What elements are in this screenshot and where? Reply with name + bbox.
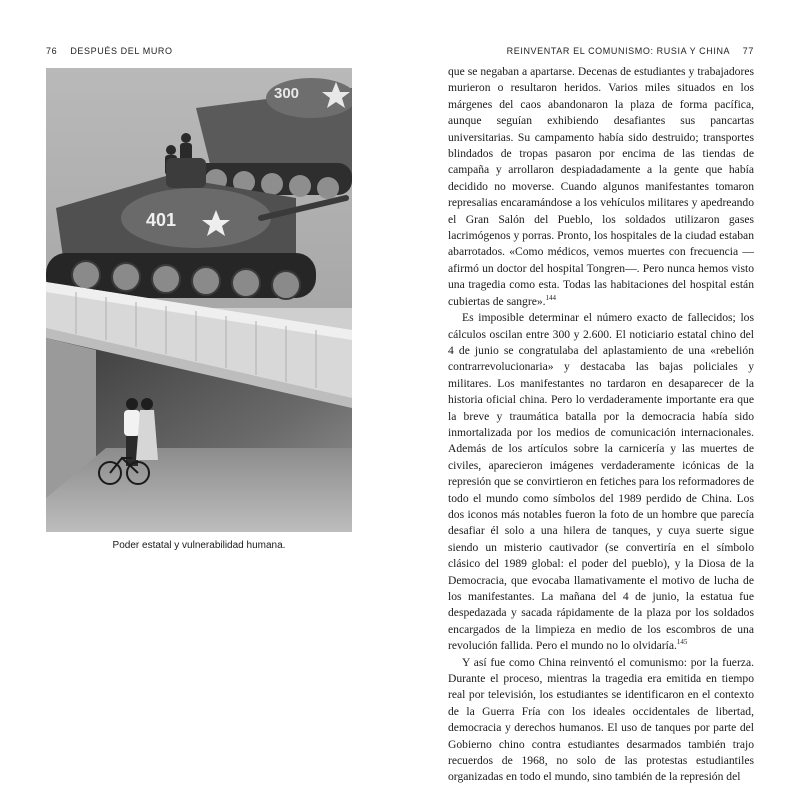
back-tank-number: 300 (274, 85, 300, 102)
page-number-left: 76 (46, 46, 58, 56)
body-text (448, 64, 754, 786)
running-header-right (507, 46, 754, 56)
left-page (0, 0, 400, 643)
photo-caption: Poder estatal y vulnerabilidad humana. (112, 540, 286, 551)
paragraph: que se negaban a apartarse. Decenas de estudiantes y trabajadores murieron o resultaron heridos. Varios miles situados en los márgenes del caos abandonaron la plaza de forma pacífica, aunque seguían exhibiendo desafiantes sus pancartas universitarias. Su campamento había sido destruido; transportes blindados de tropas pasaron por encima de las tiendas de campaña y arrollaron despiadadamente a la gente que había decidido no moverse. Cuando algunos manifestantes tomaron represalias encaramándose a los vehículos militares y apedreando el Gran Salón del Pueblo, los soldados utilizaron gases lacrimógenos y porras. Pronto, los hospitales de la ciudad estaban abarrotados. «Como médicos, vemos muertes con frecuencia —afirmó un doctor del hospital Tongren—. Pero nunca hemos visto una tragedia como esta. Todas las habitaciones del hospital están cubiertas de sangre».$^{144}$ (448, 65, 754, 308)
tiananmen-photo (46, 68, 352, 532)
footnote-ref: 144 (545, 293, 557, 302)
paragraph: Es imposible determinar el número exacto de fallecidos; los cálculos oscilan entre 300 y 2.600. El noticiario estatal chino del 4 de junio se congratulaba del aplastamiento de una «rebelión contrarrevolucionaria» y destacaba las bajas policiales y militares. Los manifestantes no tardaron en desaparecer de la historia oficial china. Pero lo verdaderamente importante era que la breve y traumática batalla por la democracia había sido inmortalizada por los medios de comunicación internacionales. Además de los artículos sobre la carnicería y las muertes de civiles, aparecieron imágenes verdaderamente icónicas de la represión que se convirtieron en fetiches para los reformadores de todo el mundo como símbolos del 1989 perdido de China. Los dos iconos más notables fueron la foto de un hombre que parecía desafiar él solo a una hilera de tanques, y cuya suerte sigue siendo un misterio cautivador (se convertiría en el símbolo clásico del 1989 global: el poder del pueblo), y la Diosa de la Democracia, que evocaba llamativamente el motivo de lucha de los manifestantes. La mañana del 4 de junio, la estatua fue despedazada y sacada rápidamente de la plaza por los soldados encargados de la limpieza en medio de los escombros de una revolución fallida. Pero el mundo no lo olvidaría.$^{145}$ (448, 311, 754, 653)
running-header-left (46, 46, 173, 56)
front-tank-number: 401 (146, 210, 177, 230)
footnote-ref: 145 (676, 638, 688, 647)
paragraph: Y así fue como China reinventó el comunismo: por la fuerza. Durante el proceso, mientras la tragedia era emitida en tiempo real por televisión, los estudiantes se identificaron en el contexto de la Guerra Fría con los ideales occidentales de libertad, democracia y derechos humanos. El uso de tanques por parte del Gobierno chino contra estudiantes desarmados también trajo recuerdos de 1968, no solo de las protestas estudiantiles organizadas en todo el mundo, sino también de la represión del (448, 655, 754, 784)
running-header-title-right: REINVENTAR EL COMUNISMO: RUSIA Y CHINA (506, 46, 730, 56)
page-number-right: 77 (742, 46, 754, 56)
running-header-title-left: DESPUÉS DEL MURO (70, 46, 173, 56)
